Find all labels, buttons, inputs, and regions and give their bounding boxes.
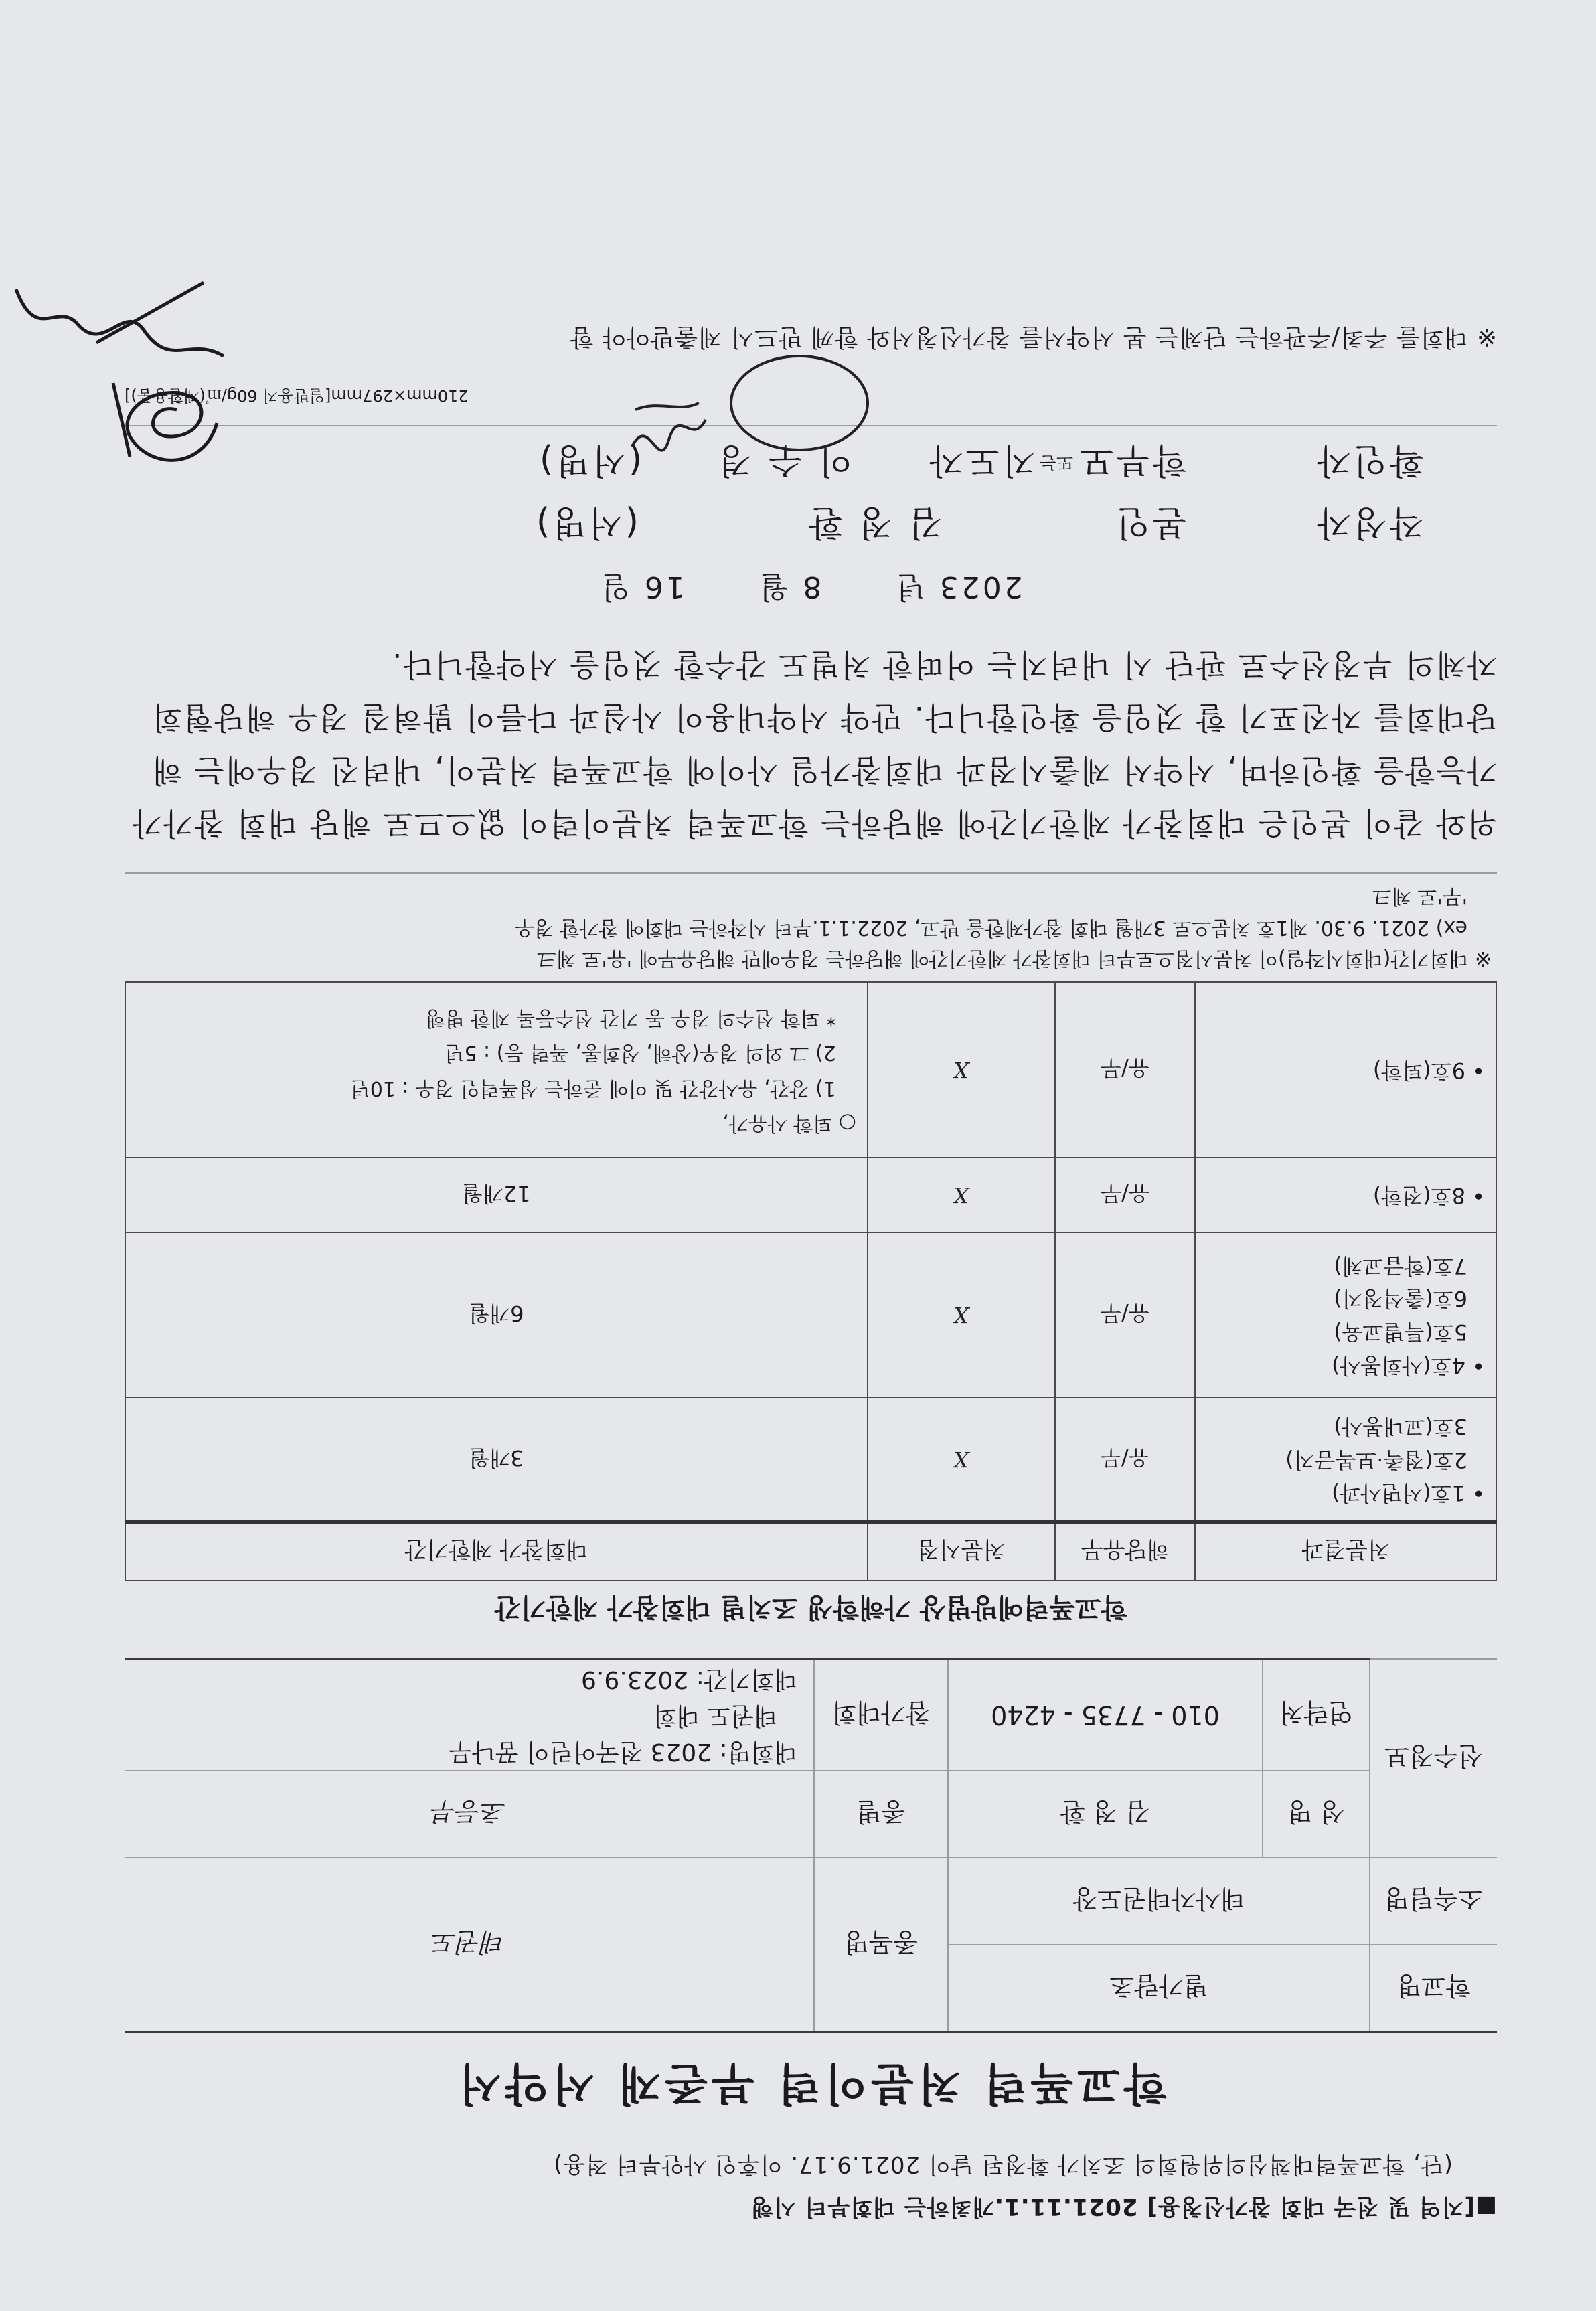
author-label: 작성자 — [1314, 501, 1423, 542]
affiliation-value: 태사자태권도장 — [948, 1858, 1370, 1945]
confirmer-role1: 학부모 — [1077, 439, 1186, 480]
measure-item: • 1호(서면사과) — [1332, 1480, 1485, 1506]
author-seal: (서명) — [533, 501, 639, 542]
signing-date — [125, 568, 1497, 611]
col-result: 처분결과 — [1195, 1522, 1496, 1581]
event-name-cont: 태권도 대회 — [653, 1702, 777, 1729]
measure-cell — [1195, 1233, 1496, 1398]
check-mark: X — [868, 1233, 1055, 1398]
note-line: ex) 2021. 9.30. 제1호 처분으로 3개월 대회 참가제한을 받고, 2022.1.1.부터 시작하는 대회에 참가할 경우 — [515, 916, 1467, 939]
pledge-form — [125, 322, 1497, 2225]
author-seal-signature — [103, 370, 230, 483]
contact-value: 010 - 7735 - 4240 — [948, 1660, 1263, 1771]
period-line: 2) 그 외의 경우(상해, 성희롱, 폭력 등) : 5년 — [445, 1041, 836, 1065]
measure-cell — [1195, 1398, 1496, 1522]
event-value — [125, 1660, 814, 1771]
info-table — [125, 1658, 1497, 2033]
period-cell: 12개월 — [125, 1158, 868, 1233]
date-year: 2023 — [937, 569, 1023, 604]
date-day-unit: 일 — [598, 569, 630, 604]
event-name: 대회명: 2023 전국어린이 꿈나무 — [449, 1738, 797, 1765]
paper-spec: 210mm×297mm[일반용지 60g/㎡(재활용품)] — [125, 386, 469, 405]
period-cell — [125, 983, 868, 1158]
presence-cell: 유/무 — [1055, 1233, 1196, 1398]
event-period: 대회기간: 2023.9.9 — [581, 1666, 797, 1693]
note-line: ※ 대회기간(대회시작일)이 처분시점으로부터 대회참가 제한기간에 해당하는 경우에만 해당유무에 '유'로 체크 — [537, 947, 1492, 971]
footer-note: ※ 대회를 주최/주관하는 단체는 본 서약서를 참가신청서와 함께 반드시 제출받아야 함 — [569, 323, 1497, 351]
date-year-unit: 년 — [894, 569, 925, 604]
confirmer-or: 또는 — [1040, 451, 1074, 472]
period-cell: 3개월 — [125, 1398, 868, 1522]
header-line: ■[지역 및 전국 대회 참가신청용] 2021.11.1.개최하는 대회부터 시행 — [750, 2193, 1497, 2220]
contact-label: 연락처 — [1263, 1660, 1370, 1771]
measure-item: 7호(학급교체) — [1334, 1253, 1467, 1279]
athlete-label: 선수정보 — [1370, 1660, 1497, 1858]
date-month: 8 — [800, 569, 822, 604]
measure-item: 3호(교내봉사) — [1334, 1413, 1467, 1439]
sport-value: 태권도 — [125, 1858, 814, 2033]
measure-item: • 9호(퇴학) — [1372, 1058, 1485, 1084]
check-mark: X — [868, 1158, 1055, 1233]
col-presence: 해당유무 — [1055, 1522, 1196, 1581]
period-line: * 퇴학 선수의 경우 동 기간 선수등록 제한 병행 — [425, 1006, 836, 1030]
class-value: 초등부 — [125, 1771, 814, 1858]
date-month-unit: 월 — [756, 569, 789, 604]
event-label: 참가대회 — [814, 1660, 948, 1771]
school-value: 별가람초 — [948, 1945, 1370, 2033]
confirmer-role2: 지도자 — [927, 439, 1036, 480]
measure-cell — [1195, 983, 1496, 1158]
affiliation-label: 소속팀명 — [1370, 1858, 1497, 1945]
measure-cell — [1195, 1158, 1496, 1233]
period-line: 1) 강간, 유사강간 및 이에 준하는 성폭력인 경우 : 10년 — [350, 1077, 836, 1100]
header-subline: (단, 학교폭력대책심의위원회의 조치가 확정된 날이 2021.9.17. 이후인 사안부터 적용) — [553, 2151, 1453, 2178]
author-row — [125, 501, 1423, 551]
confirmer-label: 확인자 — [1314, 439, 1423, 480]
name-label: 성 명 — [1263, 1771, 1370, 1858]
check-mark: X — [868, 1398, 1055, 1522]
presence-cell: 유/무 — [1055, 1158, 1196, 1233]
check-mark: X — [868, 983, 1055, 1158]
pledge-text: 위와 같이 본인은 대회참가 제한기간에 해당하는 학교폭력 처분이력이 없으므로 해당 대회 참가가 가능함을 확인하며, 서약서 제출시점과 대회참가일 사이에 학교폭력 처분이, 내려진 경우에는 해당대회를 자진포기 할 것임을 확인합니다. 만약 서약내용이 사실과 다름이 밝혀질 경우 해당협회 자체의 부정선수로 판단 시 내려지는 어떠한 처벌도 감수할 것임을 서약합니다. — [131, 646, 1497, 842]
note-line: '무'로 체크 — [1372, 884, 1467, 908]
col-period: 대회참가 제한기간 — [125, 1522, 868, 1581]
class-label: 종별 — [814, 1771, 948, 1858]
limits-table — [125, 982, 1497, 1582]
role-circle — [726, 349, 873, 457]
confirmer-seal: (서명) — [537, 439, 643, 480]
limits-note — [125, 880, 1497, 974]
col-timing: 처분시점 — [868, 1522, 1055, 1581]
author-name: 김 정 환 — [806, 501, 943, 542]
measure-item: • 8호(전학) — [1372, 1183, 1485, 1209]
form-title: 학교폭력 처분이력 부존재 서약서 — [455, 2058, 1167, 2110]
divider — [125, 872, 1497, 874]
measure-item: • 4호(사회봉사) — [1332, 1352, 1485, 1378]
confirmer-signature — [9, 276, 230, 383]
author-role: 본인 — [1113, 501, 1186, 542]
period-cell: 6개월 — [125, 1233, 868, 1398]
presence-cell: 유/무 — [1055, 983, 1196, 1158]
period-line: ○ 퇴학 사유가, — [722, 1111, 856, 1135]
presence-cell: 유/무 — [1055, 1398, 1196, 1522]
measure-item: 6호(출석정지) — [1334, 1286, 1467, 1312]
name-value: 김 정 환 — [948, 1771, 1263, 1858]
author-signature — [625, 386, 712, 467]
school-label: 학교명 — [1370, 1945, 1497, 2033]
measure-item: 5호(특별교육) — [1334, 1320, 1467, 1346]
confirmer-name: 이 수 경 — [716, 439, 853, 480]
limits-title: 학교폭력예방법상 가해학생 조치별 대회참가 제한기간 — [494, 1592, 1127, 1623]
sport-label: 종목명 — [814, 1858, 948, 2033]
date-day: 16 — [641, 569, 685, 604]
measure-item: 2호(접촉·보복금지) — [1285, 1447, 1467, 1473]
